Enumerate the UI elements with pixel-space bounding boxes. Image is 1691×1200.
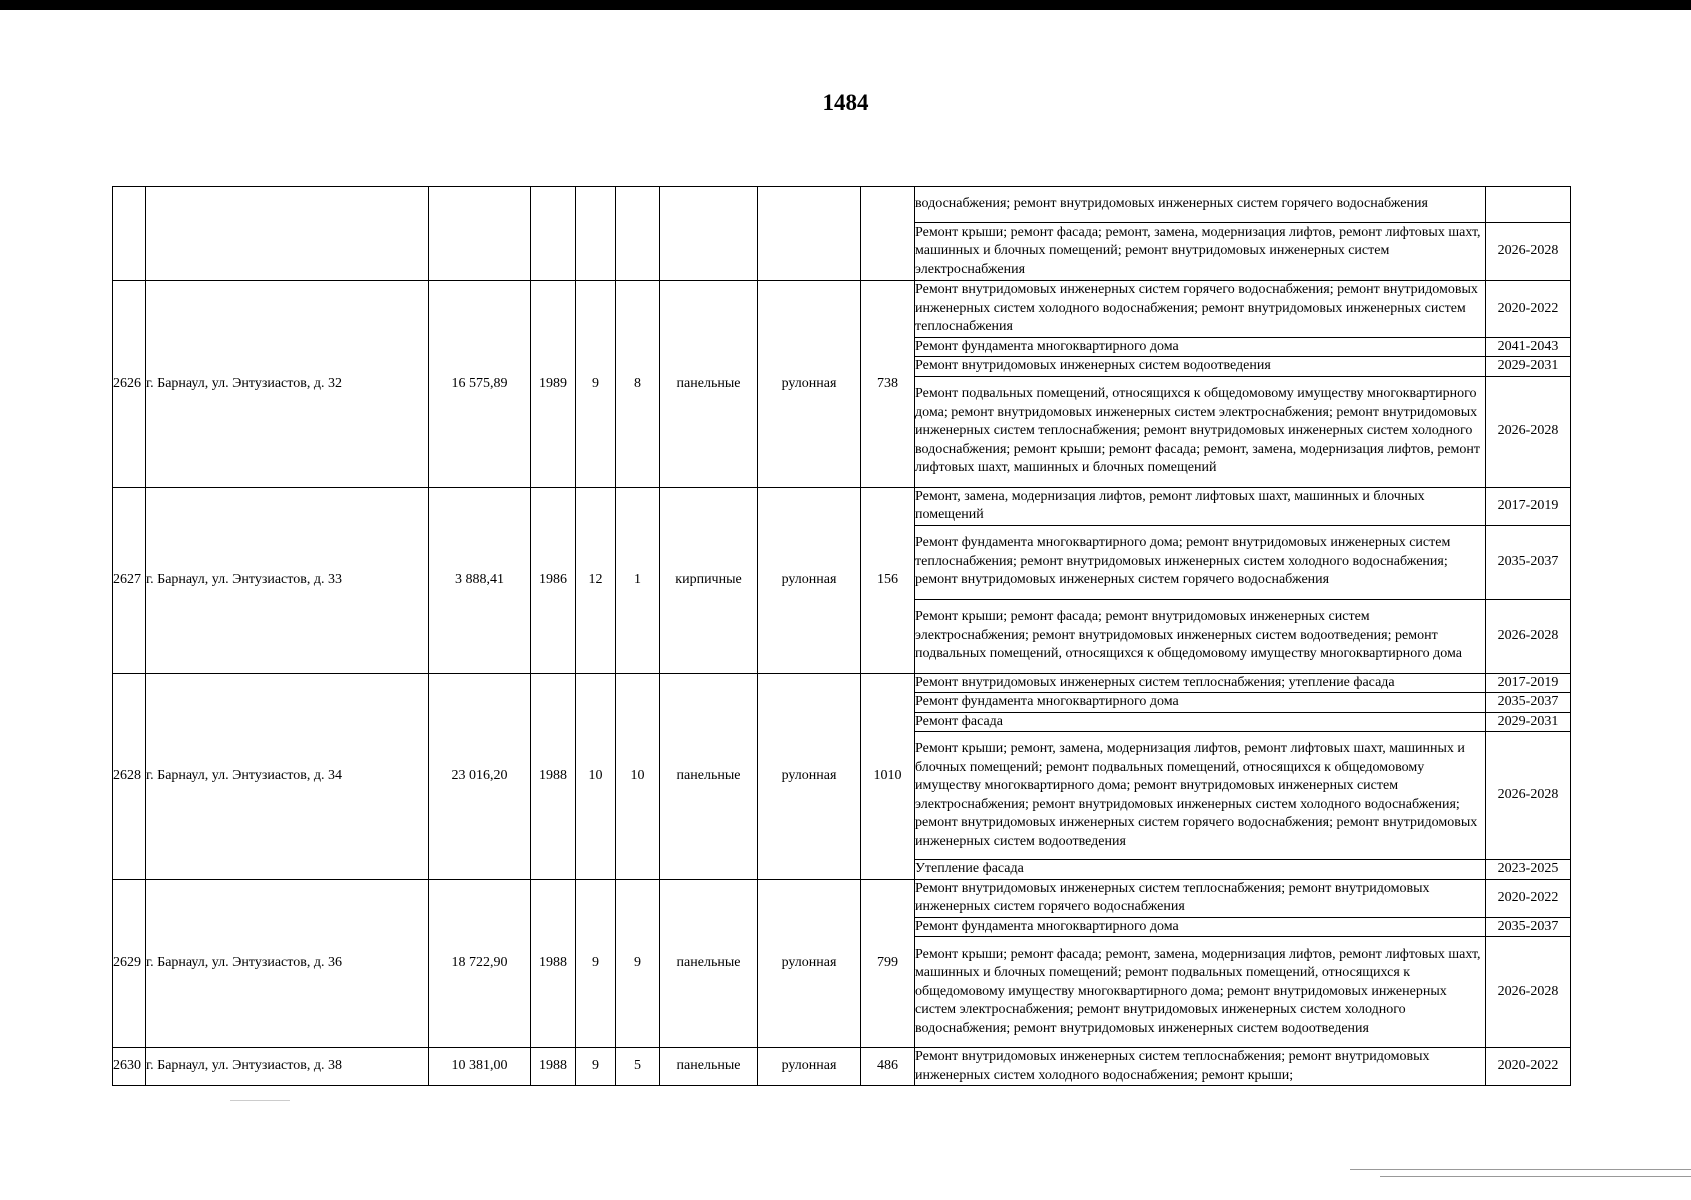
row-number: 2628: [113, 673, 146, 879]
building-address: г. Барнаул, ул. Энтузиастов, д. 33: [146, 487, 429, 673]
table-row: [113, 487, 1571, 525]
work-description: Ремонт подвальных помещений, относящихся к общедомовому имуществу многоквартирного дома; ремонт внутридомовых инженерных систем электроснабжения; ремонт внутридомовых инженерных систем теплоснабжения; ремонт внутридомовых инженерных систем холодного водоснабжения; ремонт крыши; ремонт фасада; ремонт, замена, модернизация лифтов, ремонт лифтовых шахт, машинных и блочных помещений: [915, 376, 1486, 487]
work-period: 2026-2028: [1486, 937, 1571, 1048]
row-number: 2626: [113, 281, 146, 488]
residents-count: 738: [861, 281, 915, 488]
empty-cell: [758, 187, 861, 281]
table-row: [113, 673, 1571, 693]
work-description: Ремонт крыши; ремонт фасада; ремонт внутридомовых инженерных систем электроснабжения; ремонт внутридомовых инженерных систем водоотведения; ремонт подвальных помещений, относящихся к общедомовому имуществу многоквартирного дома: [915, 599, 1486, 673]
building-address: г. Барнаул, ул. Энтузиастов, д. 38: [146, 1048, 429, 1086]
scan-artifact-line: [230, 1100, 290, 1101]
building-area: 10 381,00: [429, 1048, 531, 1086]
work-description: Ремонт крыши; ремонт фасада; ремонт, замена, модернизация лифтов, ремонт лифтовых шахт, машинных и блочных помещений; ремонт внутридомовых инженерных систем электроснабжения: [915, 223, 1486, 281]
table-row: [113, 879, 1571, 917]
build-year: 1988: [531, 673, 576, 879]
floors-count: 9: [576, 879, 616, 1048]
building-address: г. Барнаул, ул. Энтузиастов, д. 34: [146, 673, 429, 879]
build-year: 1986: [531, 487, 576, 673]
residents-count: 799: [861, 879, 915, 1048]
empty-cell: [616, 187, 660, 281]
work-description: водоснабжения; ремонт внутридомовых инженерных систем горячего водоснабжения: [915, 187, 1486, 223]
page-number: 1484: [822, 90, 869, 115]
work-period: 2029-2031: [1486, 357, 1571, 377]
building-area: 3 888,41: [429, 487, 531, 673]
work-period: 2026-2028: [1486, 599, 1571, 673]
work-description: Ремонт, замена, модернизация лифтов, ремонт лифтовых шахт, машинных и блочных помещений: [915, 487, 1486, 525]
building-area: 16 575,89: [429, 281, 531, 488]
row-number: 2630: [113, 1048, 146, 1086]
floors-count: 9: [576, 281, 616, 488]
work-period: 2017-2019: [1486, 673, 1571, 693]
work-period: 2023-2025: [1486, 860, 1571, 880]
work-period: 2026-2028: [1486, 223, 1571, 281]
work-description: Ремонт крыши; ремонт фасада; ремонт, замена, модернизация лифтов, ремонт лифтовых шахт, машинных и блочных помещений; ремонт подвальных помещений, относящихся к общедомовому имуществу многоквартирного дома; ремонт внутридомовых инженерных систем электроснабжения; ремонт внутридомовых инженерных систем холодного водоснабжения; ремонт внутридомовых инженерных систем водоотведения: [915, 937, 1486, 1048]
scan-artifact-line: [1350, 1169, 1691, 1170]
empty-cell: [576, 187, 616, 281]
work-period: 2035-2037: [1486, 693, 1571, 713]
empty-cell: [146, 187, 429, 281]
scan-top-border: [0, 0, 1691, 10]
work-description: Ремонт внутридомовых инженерных систем горячего водоснабжения; ремонт внутридомовых инженерных систем холодного водоснабжения; ремонт внутридомовых инженерных систем теплоснабжения: [915, 281, 1486, 338]
residents-count: 156: [861, 487, 915, 673]
build-year: 1988: [531, 1048, 576, 1086]
residents-count: 486: [861, 1048, 915, 1086]
work-period: 2029-2031: [1486, 712, 1571, 732]
work-period: 2020-2022: [1486, 879, 1571, 917]
work-description: Ремонт фундамента многоквартирного дома: [915, 693, 1486, 713]
repair-schedule-table: [112, 186, 1571, 1086]
empty-cell: [531, 187, 576, 281]
table-row: [113, 1048, 1571, 1086]
floors-count: 9: [576, 1048, 616, 1086]
work-period: 2020-2022: [1486, 281, 1571, 338]
wall-material: панельные: [660, 673, 758, 879]
work-period: 2026-2028: [1486, 376, 1571, 487]
building-address: г. Барнаул, ул. Энтузиастов, д. 36: [146, 879, 429, 1048]
row-number: 2629: [113, 879, 146, 1048]
entrances-count: 1: [616, 487, 660, 673]
work-period: 2017-2019: [1486, 487, 1571, 525]
wall-material: кирпичные: [660, 487, 758, 673]
work-description: Ремонт фундамента многоквартирного дома: [915, 917, 1486, 937]
work-period: 2035-2037: [1486, 525, 1571, 599]
roof-type: рулонная: [758, 1048, 861, 1086]
continuation-row: [113, 187, 1571, 223]
empty-cell: [429, 187, 531, 281]
work-description: Ремонт фундамента многоквартирного дома; ремонт внутридомовых инженерных систем теплоснабжения; ремонт внутридомовых инженерных систем холодного водоснабжения; ремонт внутридомовых инженерных систем горячего водоснабжения: [915, 525, 1486, 599]
empty-cell: [113, 187, 146, 281]
roof-type: рулонная: [758, 879, 861, 1048]
wall-material: панельные: [660, 879, 758, 1048]
empty-cell: [861, 187, 915, 281]
work-period: 2026-2028: [1486, 732, 1571, 860]
building-address: г. Барнаул, ул. Энтузиастов, д. 32: [146, 281, 429, 488]
work-period: 2041-2043: [1486, 337, 1571, 357]
empty-cell: [660, 187, 758, 281]
build-year: 1989: [531, 281, 576, 488]
work-description: Ремонт внутридомовых инженерных систем теплоснабжения; ремонт внутридомовых инженерных систем холодного водоснабжения; ремонт крыши;: [915, 1048, 1486, 1086]
work-period: 2020-2022: [1486, 1048, 1571, 1086]
build-year: 1988: [531, 879, 576, 1048]
roof-type: рулонная: [758, 487, 861, 673]
wall-material: панельные: [660, 1048, 758, 1086]
entrances-count: 10: [616, 673, 660, 879]
work-description: Ремонт внутридомовых инженерных систем теплоснабжения; утепление фасада: [915, 673, 1486, 693]
building-area: 18 722,90: [429, 879, 531, 1048]
work-description: Ремонт внутридомовых инженерных систем водоотведения: [915, 357, 1486, 377]
floors-count: 10: [576, 673, 616, 879]
building-area: 23 016,20: [429, 673, 531, 879]
work-description: Утепление фасада: [915, 860, 1486, 880]
wall-material: панельные: [660, 281, 758, 488]
entrances-count: 8: [616, 281, 660, 488]
work-period: 2035-2037: [1486, 917, 1571, 937]
work-description: Ремонт фундамента многоквартирного дома: [915, 337, 1486, 357]
scan-artifact-line: [1380, 1176, 1691, 1177]
work-description: Ремонт фасада: [915, 712, 1486, 732]
work-description: Ремонт внутридомовых инженерных систем теплоснабжения; ремонт внутридомовых инженерных систем горячего водоснабжения: [915, 879, 1486, 917]
table-row: [113, 281, 1571, 338]
work-period: [1486, 187, 1571, 223]
floors-count: 12: [576, 487, 616, 673]
work-description: Ремонт крыши; ремонт, замена, модернизация лифтов, ремонт лифтовых шахт, машинных и блочных помещений; ремонт подвальных помещений, относящихся к общедомовому имуществу многоквартирного дома; ремонт внутридомовых инженерных систем электроснабжения; ремонт внутридомовых инженерных систем холодного водоснабжения; ремонт внутридомовых инженерных систем горячего водоснабжения; ремонт внутридомовых инженерных систем водоотведения: [915, 732, 1486, 860]
roof-type: рулонная: [758, 281, 861, 488]
roof-type: рулонная: [758, 673, 861, 879]
row-number: 2627: [113, 487, 146, 673]
entrances-count: 9: [616, 879, 660, 1048]
entrances-count: 5: [616, 1048, 660, 1086]
residents-count: 1010: [861, 673, 915, 879]
